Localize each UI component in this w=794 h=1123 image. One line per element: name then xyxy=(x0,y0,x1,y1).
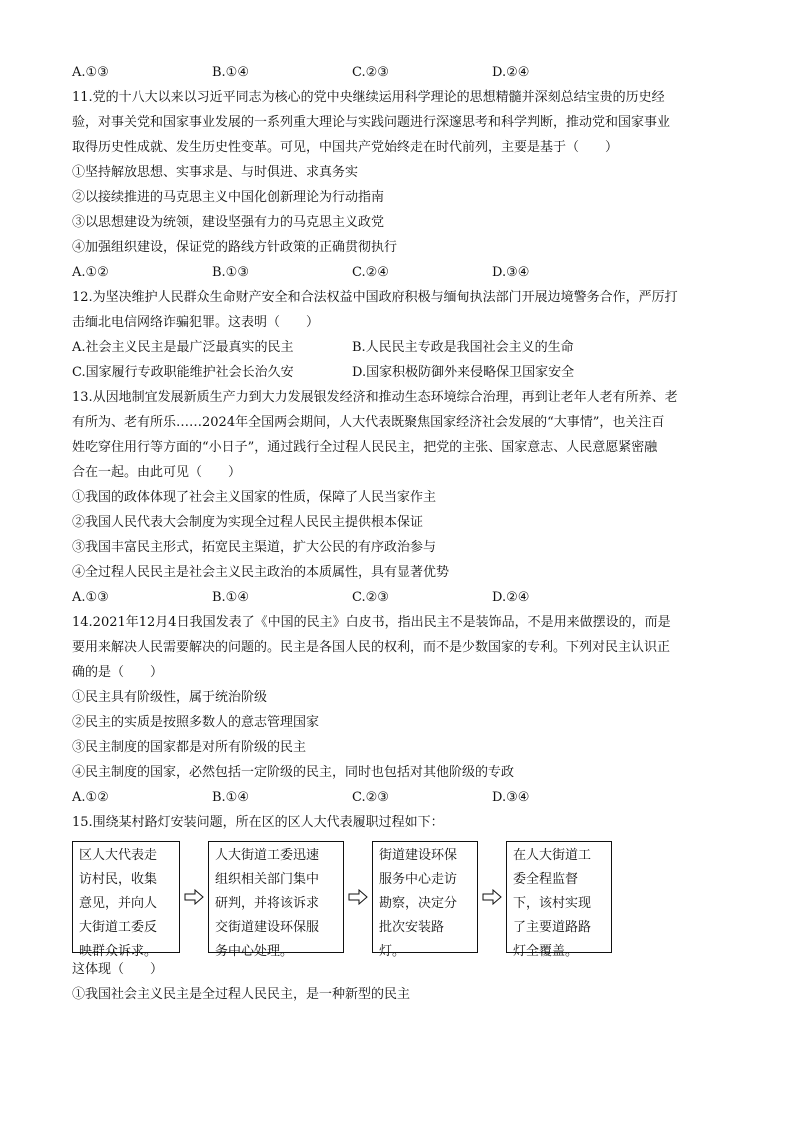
statement-item: ②民主的实质是按照多数人的意志管理国家 xyxy=(72,715,320,730)
option-b: B.人民民主专政是我国社会主义的生命 xyxy=(352,340,574,355)
flow-text: 街道建设环保 xyxy=(379,848,458,863)
flow-step-2 xyxy=(208,841,344,959)
question-stem: 姓吃穿住用行等方面的“小日子”，通过践行全过程人民民主，把党的主张、国家意志、人民意愿紧密融 xyxy=(72,440,658,455)
arrow-right-icon xyxy=(478,841,506,953)
question-stem: 12.为坚决维护人民群众生命财产安全和合法权益中国政府积极与缅甸执法部门开展边境警务合作，严厉打 xyxy=(72,290,678,305)
flow-text: 人大街道工委迅速 xyxy=(215,848,320,863)
option-d: D.③④ xyxy=(492,265,530,280)
option-c: C.②③ xyxy=(352,590,389,605)
option-b: B.①④ xyxy=(212,65,249,80)
flow-text: 灯。 xyxy=(379,944,406,959)
option-b: B.①③ xyxy=(212,265,249,280)
question-stem: 11.党的十八大以来以习近平同志为核心的党中央继续运用科学理论的思想精髓并深刻总结宝贵的历史经 xyxy=(72,90,665,105)
q12-options-row2 xyxy=(72,360,724,385)
flow-step-1 xyxy=(72,841,180,959)
flow-text: 了主要道路路 xyxy=(513,920,592,935)
q14-options xyxy=(72,785,724,810)
question-15 xyxy=(72,810,724,1007)
q12-options-row1 xyxy=(72,335,724,360)
arrow-right-icon xyxy=(344,841,372,953)
statement-item: ③我国丰富民主形式，拓宽民主渠道，扩大公民的有序政治参与 xyxy=(72,540,437,555)
question-stem: 有所为、老有所乐……2024年全国两会期间，人大代表既聚焦国家经济社会发展的“大事情”，也关注百 xyxy=(72,415,665,430)
flow-text: 勘察，决定分 xyxy=(379,896,458,911)
question-13 xyxy=(72,385,724,610)
question-prompt: 这体现（ ） xyxy=(72,962,164,977)
statement-item: ④民主制度的国家，必然包括一定阶级的民主，同时也包括对其他阶级的专政 xyxy=(72,765,515,780)
statement-item: ④加强组织建设，保证党的路线方针政策的正确贯彻执行 xyxy=(72,240,398,255)
question-stem: 要用来解决人民需要解决的问题的。民主是各国人民的权利，而不是少数国家的专利。下列对民主认识正 xyxy=(72,640,671,655)
statement-item: ①我国的政体体现了社会主义国家的性质，保障了人民当家作主 xyxy=(72,490,437,505)
question-stem: 取得历史性成就、发生历史性变革。可见，中国共产党始终走在时代前列，主要是基于（ ） xyxy=(72,140,619,155)
process-flowchart xyxy=(72,841,724,959)
option-d: D.②④ xyxy=(492,590,530,605)
flow-step-4 xyxy=(506,841,612,959)
option-a: A.①③ xyxy=(72,590,109,605)
option-c: C.②③ xyxy=(352,790,389,805)
flow-step-3 xyxy=(372,841,478,959)
q13-options xyxy=(72,585,724,610)
option-d: D.②④ xyxy=(492,65,530,80)
flow-text: 批次安装路 xyxy=(379,920,445,935)
question-stem: 验，对事关党和国家事业发展的一系列重大理论与实践问题进行深邃思考和科学判断，推动党和国家事业 xyxy=(72,115,671,130)
statement-item: ①坚持解放思想、实事求是、与时俱进、求真务实 xyxy=(72,165,359,180)
flow-text: 映群众诉求。 xyxy=(79,944,158,959)
question-stem: 14.2021年12月4日我国发表了《中国的民主》白皮书，指出民主不是装饰品，不是用来做摆设的，而是 xyxy=(72,615,671,630)
question-stem: 确的是（ ） xyxy=(72,665,164,680)
option-b: B.①④ xyxy=(212,590,249,605)
question-12 xyxy=(72,285,724,385)
flow-text: 大街道工委反 xyxy=(79,920,158,935)
flow-text: 交街道建设环保服 xyxy=(215,920,320,935)
question-stem: 击缅北电信网络诈骗犯罪。这表明（ ） xyxy=(72,315,320,330)
arrow-right-icon xyxy=(180,841,208,953)
question-stem: 13.从因地制宜发展新质生产力到大力发展银发经济和推动生态环境综合治理，再到让老年人老有所养、老 xyxy=(72,390,678,405)
flow-text: 务中心处理。 xyxy=(215,944,294,959)
flow-text: 区人大代表走 xyxy=(79,848,158,863)
statement-item: ②我国人民代表大会制度为实现全过程人民民主提供根本保证 xyxy=(72,515,424,530)
flow-text: 委全程监督 xyxy=(513,872,579,887)
option-b: B.①④ xyxy=(212,790,249,805)
flow-text: 访村民，收集 xyxy=(79,872,158,887)
option-a: A.①② xyxy=(72,265,109,280)
flow-text: 组织相关部门集中 xyxy=(215,872,320,887)
question-11 xyxy=(72,85,724,285)
statement-item: ④全过程人民民主是社会主义民主政治的本质属性，具有显著优势 xyxy=(72,565,450,580)
option-c: C.②③ xyxy=(352,65,389,80)
statement-item: ①民主具有阶级性，属于统治阶级 xyxy=(72,690,268,705)
q10-options xyxy=(72,60,724,85)
flow-text: 在人大街道工 xyxy=(513,848,592,863)
question-stem: 合在一起。由此可见（ ） xyxy=(72,465,242,480)
option-c: C.国家履行专政职能维护社会长治久安 xyxy=(72,365,294,380)
q11-options xyxy=(72,260,724,285)
flow-text: 服务中心走访 xyxy=(379,872,458,887)
flow-text: 意见，并向人 xyxy=(79,896,158,911)
option-a: A.①② xyxy=(72,790,109,805)
exam-page xyxy=(72,60,724,1007)
option-d: D.③④ xyxy=(492,790,530,805)
statement-item: ②以接续推进的马克思主义中国化创新理论为行动指南 xyxy=(72,190,385,205)
option-c: C.②④ xyxy=(352,265,389,280)
option-a: A.①③ xyxy=(72,65,109,80)
statement-item: ③民主制度的国家都是对所有阶级的民主 xyxy=(72,740,307,755)
statement-item: ①我国社会主义民主是全过程人民民主，是一种新型的民主 xyxy=(72,987,411,1002)
flow-text: 下，该村实现 xyxy=(513,896,592,911)
flow-text: 灯全覆盖。 xyxy=(513,944,579,959)
question-stem: 15.围绕某村路灯安装问题，所在区的区人大代表履职过程如下： xyxy=(72,815,444,830)
option-d: D.国家积极防御外来侵略保卫国家安全 xyxy=(352,365,575,380)
statement-item: ③以思想建设为统领，建设坚强有力的马克思主义政党 xyxy=(72,215,385,230)
option-a: A.社会主义民主是最广泛最真实的民主 xyxy=(72,340,294,355)
question-14 xyxy=(72,610,724,810)
flow-text: 研判，并将该诉求 xyxy=(215,896,320,911)
